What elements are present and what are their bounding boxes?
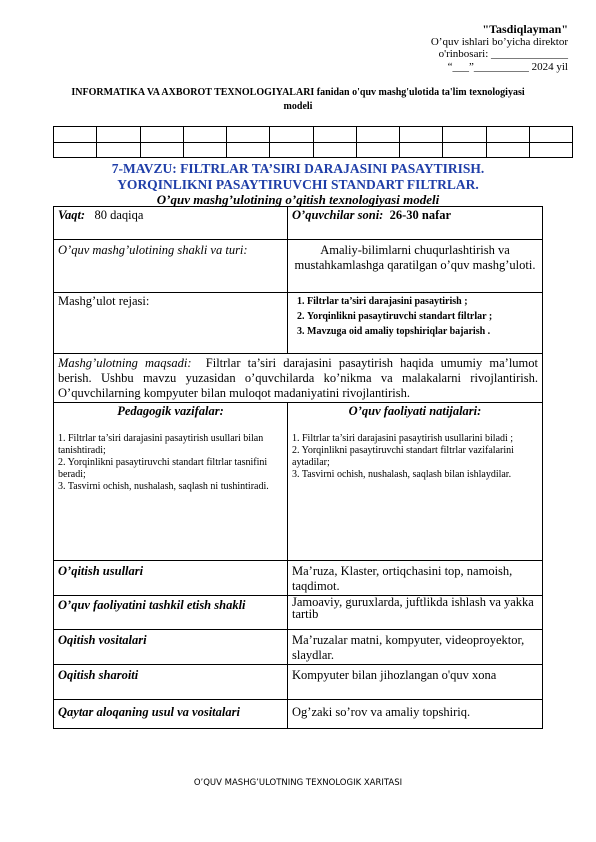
- table-row: [54, 207, 543, 240]
- students-cell: [288, 207, 543, 240]
- approval-block: [431, 23, 568, 73]
- learning-outcome: 3. Tasvirni ochish, nushalash, saqlash bilan ishlaydilar.: [292, 469, 512, 480]
- methods-value: Ma’ruza, Klaster, ortiqchasini top, namoish, taqdimot.: [288, 561, 543, 596]
- lesson-model-table: [53, 206, 543, 729]
- time-label: Vaqt:: [58, 208, 86, 222]
- learning-outcome: 2. Yorqinlikni pasaytiruvchi standart filtrlar vazifalarini aytadilar;: [292, 445, 514, 468]
- goal-label: Mashg’ulotning maqsadi:: [58, 356, 192, 370]
- time-value: 80 daqiqa: [94, 208, 144, 222]
- plan-cell: [288, 293, 543, 354]
- tools-label: Oqitish vositalari: [54, 630, 288, 665]
- plan-item: 2. Yorqinlikni pasaytiruvchi standart filtrlar ;: [307, 309, 538, 324]
- approval-date-line: “___”__________ 2024 yil: [447, 60, 568, 73]
- grid-row: [54, 142, 573, 158]
- students-label: O’quvchilar soni:: [292, 208, 384, 222]
- table-row: [54, 240, 543, 293]
- conditions-label: Oqitish sharoiti: [54, 665, 288, 700]
- page-footer: O’QUV MASHG’ULOTNING TEXNOLOGIK XARITASI: [193, 778, 403, 788]
- table-row: [54, 596, 543, 630]
- topic-heading: [40, 161, 556, 193]
- form-value: Amaliy-bilimlarni chuqurlashtirish va mustahkamlashga qaratilgan o’quv mashg’uloti.: [288, 240, 543, 293]
- grid-row: [54, 127, 573, 143]
- table-row: [54, 403, 543, 561]
- pedagogical-tasks-title: Pedagogik vazifalar:: [117, 404, 224, 418]
- organization-value: Jamoaviy, guruxlarda, juftlikda ishlash va yakka tartib: [288, 596, 543, 630]
- table-row: [54, 700, 543, 729]
- goal-cell: [54, 354, 543, 403]
- learning-outcome: 1. Filtrlar ta’siri darajasini pasaytirish usullarini biladi ;: [292, 433, 514, 444]
- table-row: [54, 665, 543, 700]
- goal-text: Filtrlar ta’siri darajasini pasaytirish haqida umumiy ma’lumot berish. Ushbu mavzu yuzasidan o’quvchilarda ko’nikma va malakalarni rivojlantirish. O’quvchilarning kompyuter bilan muloqot madaniyatini rivojlantirish.: [58, 356, 539, 400]
- conditions-value: Kompyuter bilan jihozlangan o'quv xona: [288, 665, 543, 700]
- learning-outcomes-cell: [288, 403, 543, 561]
- approval-signature-line: o'rinbosari: ______________: [438, 48, 568, 60]
- time-cell: [54, 207, 288, 240]
- pedagogical-task: 1. Filtrlar ta’siri darajasini pasaytirish usullari bilan tanishtiradi;: [58, 433, 264, 456]
- plan-item: 1. Filtrlar ta’siri darajasini pasaytirish ;: [307, 294, 538, 309]
- tools-value: Ma’ruzalar matni, kompyuter, videoproyektor, slaydlar.: [288, 630, 543, 665]
- table-row: [54, 354, 543, 403]
- methods-label: O’qitish usullari: [54, 561, 288, 596]
- form-label: O’quv mashg’ulotining shakli va turi:: [54, 240, 288, 293]
- table-row: [54, 630, 543, 665]
- feedback-label: Qaytar aloqaning usul va vositalari: [54, 700, 288, 729]
- topic-line-1: 7-MAVZU: FILTRLAR TA’SIRI DARAJASINI PASAYTIRISH.: [111, 161, 485, 176]
- pedagogical-task: 2. Yorqinlikni pasaytiruvchi standart filtrlar tasnifini beradi;: [58, 457, 268, 480]
- topic-line-2: YORQINLIKNI PASAYTIRUVCHI STANDART FILTRLAR.: [117, 177, 479, 192]
- approval-position: O’quv ishlari bo’yicha direktor: [430, 35, 568, 48]
- table-row: [54, 561, 543, 596]
- document-title: INFORMATIKA VA AXBOROT TEXNOLOGIYALARI fanidan o'quv mashg'ulotida ta'lim texnologiyasi modeli: [71, 87, 525, 112]
- approval-title: "Tasdiqlayman": [482, 22, 568, 36]
- learning-outcomes-title: O’quv faoliyati natijalari:: [348, 404, 482, 418]
- pedagogical-task: 3. Tasvirni ochish, nushalash, saqlash ni tushintiradi.: [58, 481, 269, 492]
- plan-list: [292, 294, 538, 339]
- organization-label: O’quv faoliyatini tashkil etish shakli: [54, 596, 288, 630]
- model-title: O’quv mashg’ulotining o’qitish texnologiyasi modeli: [156, 192, 440, 207]
- plan-item: 3. Mavzuga oid amaliy topshiriqlar bajarish .: [307, 324, 538, 339]
- pedagogical-tasks-cell: [54, 403, 288, 561]
- feedback-value: Og’zaki so’rov va amaliy topshiriq.: [288, 700, 543, 729]
- empty-grid-table: [53, 126, 573, 158]
- table-row: [54, 293, 543, 354]
- students-value: 26-30 nafar: [389, 208, 452, 222]
- plan-label: Mashg’ulot rejasi:: [54, 293, 288, 354]
